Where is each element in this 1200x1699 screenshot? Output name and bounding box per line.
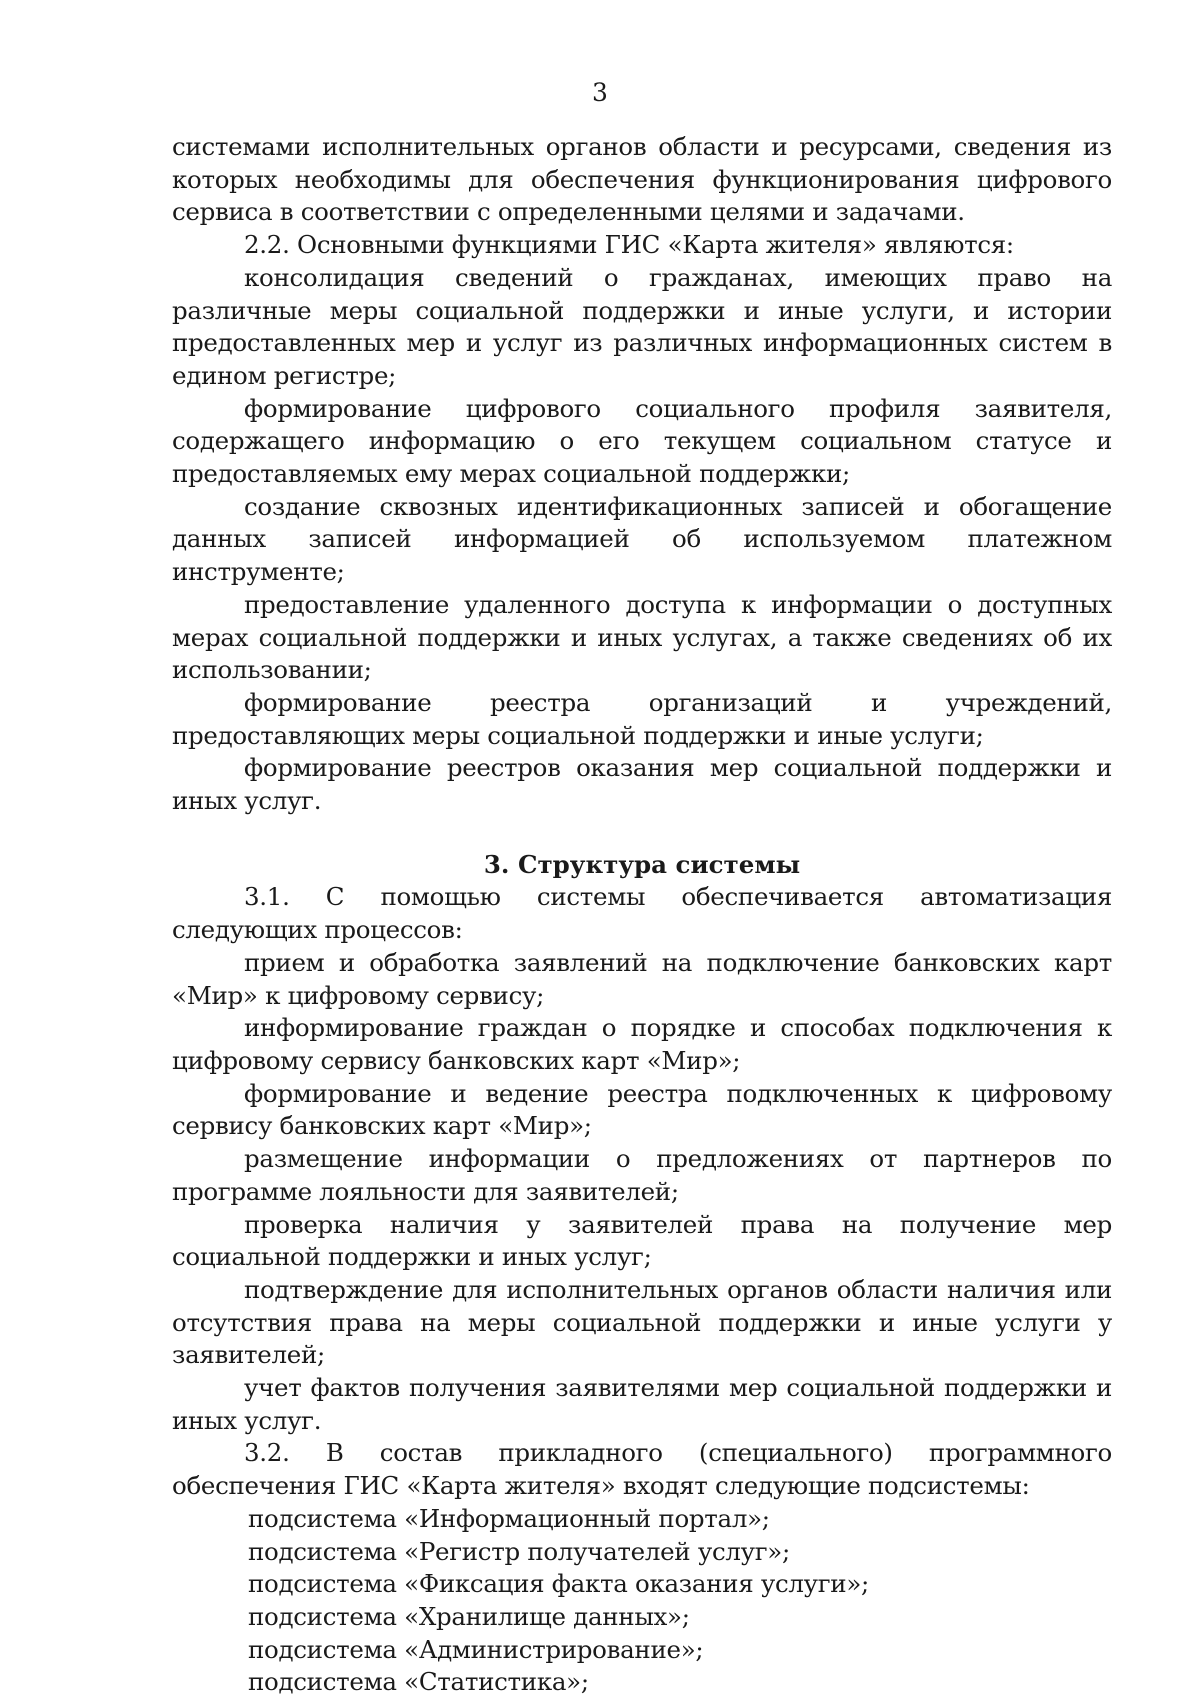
subsystem-item: подсистема «Администрирование»; xyxy=(248,1634,704,1664)
process-item: проверка наличия у заявителей права на получение мер социальной поддержки и иных услуг; xyxy=(172,1209,1112,1272)
clause-2-2-heading: 2.2. Основными функциями ГИС «Карта жителя» являются: xyxy=(244,230,1014,260)
process-item: размещение информации о предложениях от партнеров по программе лояльности для заявителей; xyxy=(172,1144,1112,1206)
process-item: учет фактов получения заявителями мер социальной поддержки и иных услуг. xyxy=(172,1373,1112,1435)
clause-3-2-intro: 3.2. В состав прикладного (специального) программного обеспечения ГИС «Карта жителя» входят следующие подсистемы: xyxy=(172,1438,1112,1501)
subsystem-list xyxy=(172,1503,1112,1699)
function-item: формирование реестра организаций и учреждений, предоставляющих меры социальной поддержки и иные услуги; xyxy=(172,687,1112,750)
subsystem-item: подсистема «Хранилище данных»; xyxy=(248,1601,690,1631)
function-item: предоставление удаленного доступа к информации о доступных мерах социальной поддержки и иных услугах, а также сведениях об их использовании; xyxy=(172,589,1112,685)
process-item: подтверждение для исполнительных органов области наличия или отсутствия права на меры социальной поддержки и иные услуги у заявителей; xyxy=(172,1274,1112,1370)
process-item: информирование граждан о порядке и способах подключения к цифровому сервису банковских карт «Мир»; xyxy=(172,1013,1112,1075)
intro-paragraph: системами исполнительных органов области и ресурсами, сведения из которых необходимы для обеспечения функционирования цифрового сервиса в соответствии с определенными целями и задачами. xyxy=(172,132,1112,227)
subsystem-item: подсистема «Регистр получателей услуг»; xyxy=(248,1536,790,1566)
document-body xyxy=(172,131,1112,1699)
section-3-heading: 3. Структура системы xyxy=(483,849,801,879)
subsystem-item: подсистема «Фиксация факта оказания услуги»; xyxy=(248,1569,869,1599)
subsystem-item: подсистема «Информационный портал»; xyxy=(248,1503,770,1533)
process-item: прием и обработка заявлений на подключение банковских карт «Мир» к цифровому сервису; xyxy=(172,947,1112,1010)
function-item: создание сквозных идентификационных записей и обогащение данных записей информацией об используемом платежном инструменте; xyxy=(172,491,1112,587)
clause-3-1-intro: 3.1. С помощью системы обеспечивается автоматизация следующих процессов: xyxy=(172,882,1112,945)
page-number: 3 xyxy=(592,78,608,107)
function-item: формирование цифрового социального профиля заявителя, содержащего информацию о его текущем социальном статусе и предоставляемых ему мерах социальной поддержки; xyxy=(172,393,1112,489)
function-item: формирование реестров оказания мер социальной поддержки и иных услуг. xyxy=(172,753,1112,816)
subsystem-item: подсистема «Статистика»; xyxy=(248,1667,589,1697)
process-item: формирование и ведение реестра подключенных к цифровому сервису банковских карт «Мир»; xyxy=(172,1078,1112,1141)
function-item: консолидация сведений о гражданах, имеющих право на различные меры социальной поддержки и иные услуги, и истории предоставленных мер и услуг из различных информационных систем в едином регистре; xyxy=(172,262,1112,390)
